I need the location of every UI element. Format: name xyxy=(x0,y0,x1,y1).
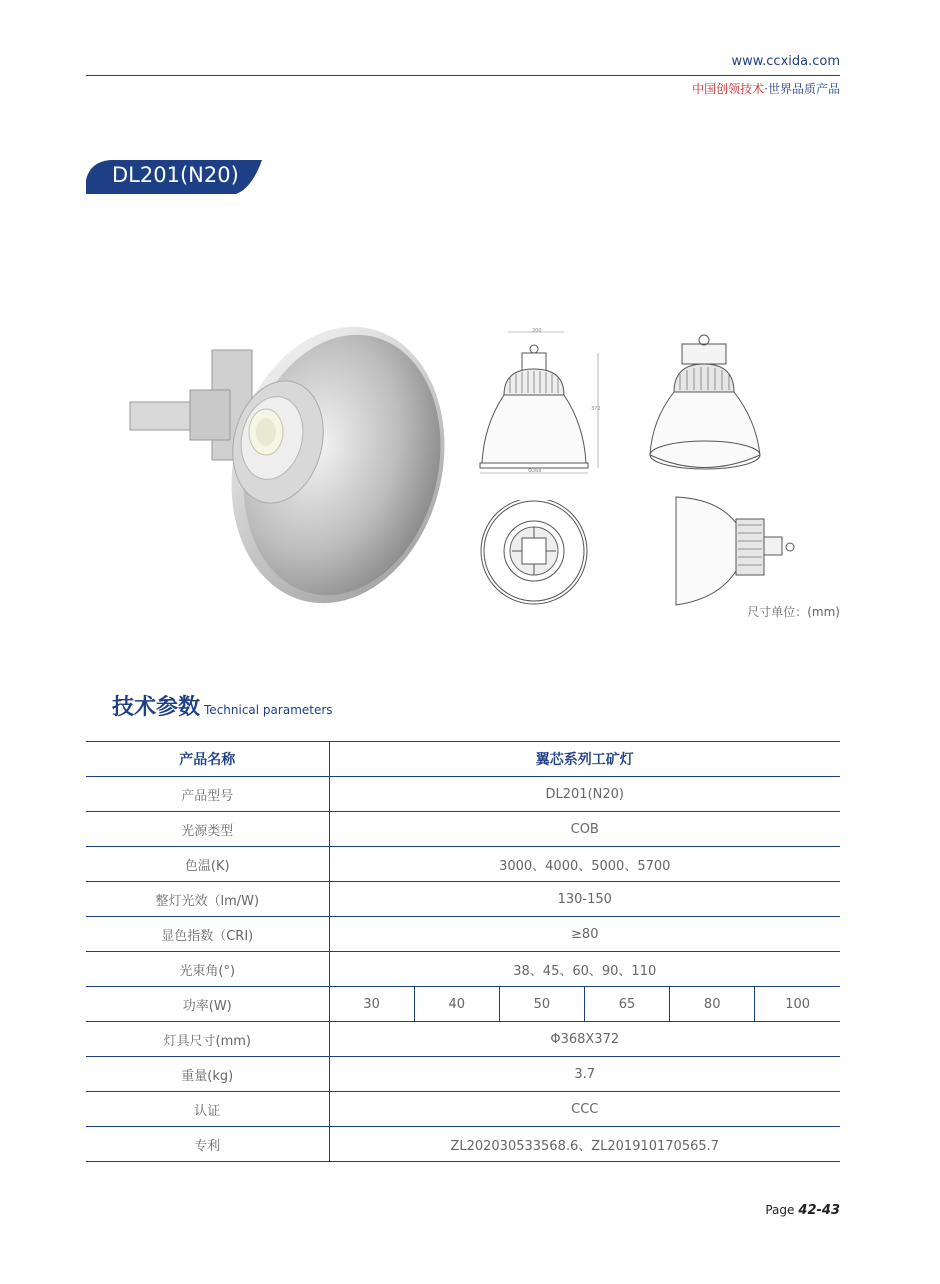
section-title xyxy=(112,690,333,721)
spec-label: 光源类型 xyxy=(86,812,329,847)
spec-label: 显色指数（CRI) xyxy=(86,917,329,952)
spec-header-row xyxy=(86,742,840,777)
spec-label: 专利 xyxy=(86,1127,329,1162)
spec-label: 色温(K) xyxy=(86,847,329,882)
unit-note: 尺寸单位：(mm) xyxy=(747,605,840,619)
spec-row xyxy=(86,812,840,847)
spec-row xyxy=(86,847,840,882)
spec-row xyxy=(86,1022,840,1057)
slogan-red: 中国创领技术 xyxy=(692,82,765,96)
spec-value: 38、45、60、90、110 xyxy=(329,952,840,987)
power-value: 65 xyxy=(584,987,669,1022)
model-name: DL201(N20) xyxy=(112,163,239,187)
spec-label: 灯具尺寸(mm) xyxy=(86,1022,329,1057)
power-value: 80 xyxy=(670,987,755,1022)
power-value: 100 xyxy=(755,987,840,1022)
spec-value: 3.7 xyxy=(329,1057,840,1092)
spec-label: 产品型号 xyxy=(86,777,329,812)
section-title-cn: 技术参数 xyxy=(112,695,201,720)
product-photo xyxy=(120,320,450,610)
website-url: www.ccxida.com xyxy=(731,54,840,69)
spec-row xyxy=(86,777,840,812)
slogan-blue: 世界品质产品 xyxy=(767,82,840,96)
spec-row xyxy=(86,952,840,987)
spec-label: 功率(W) xyxy=(86,987,329,1022)
dim-dia-label: Φ368 xyxy=(528,468,542,474)
dim-top-label: 200 xyxy=(532,328,542,334)
spec-value: CCC xyxy=(329,1092,840,1127)
spec-row xyxy=(86,1092,840,1127)
header-divider xyxy=(86,75,840,76)
drawing-bottom-view xyxy=(478,500,593,605)
spec-label: 整灯光效（lm/W) xyxy=(86,882,329,917)
spec-value: 130-150 xyxy=(329,882,840,917)
spec-label: 光束角(°) xyxy=(86,952,329,987)
spec-value: ZL202030533568.6、ZL201910170565.7 xyxy=(329,1127,840,1162)
page-number xyxy=(765,1203,840,1218)
spec-value: DL201(N20) xyxy=(329,777,840,812)
spec-value: ≥80 xyxy=(329,917,840,952)
slogan xyxy=(692,80,840,97)
page-value: 42-43 xyxy=(798,1203,840,1218)
drawing-perspective-view xyxy=(640,330,770,478)
spec-row xyxy=(86,1057,840,1092)
page-label: Page xyxy=(765,1203,795,1217)
drawing-side-view xyxy=(668,493,808,608)
model-tab xyxy=(86,160,262,194)
spec-row xyxy=(86,882,840,917)
spec-row xyxy=(86,1127,840,1162)
spec-value: Φ368X372 xyxy=(329,1022,840,1057)
spec-value: COB xyxy=(329,812,840,847)
spec-label: 重量(kg) xyxy=(86,1057,329,1092)
spec-value: 3000、4000、5000、5700 xyxy=(329,847,840,882)
power-value: 30 xyxy=(329,987,414,1022)
spec-label: 产品名称 xyxy=(86,742,329,777)
spec-label: 认证 xyxy=(86,1092,329,1127)
slogan-sep: · xyxy=(764,82,768,96)
spec-table xyxy=(86,741,840,1162)
spec-row xyxy=(86,917,840,952)
power-value: 40 xyxy=(414,987,499,1022)
section-title-en: Technical parameters xyxy=(204,703,333,717)
power-value: 50 xyxy=(499,987,584,1022)
dim-height-label: 372 xyxy=(591,406,601,412)
spec-value: 翼芯系列工矿灯 xyxy=(329,742,840,777)
drawing-front-view xyxy=(470,325,610,475)
spec-row-power xyxy=(86,987,840,1022)
